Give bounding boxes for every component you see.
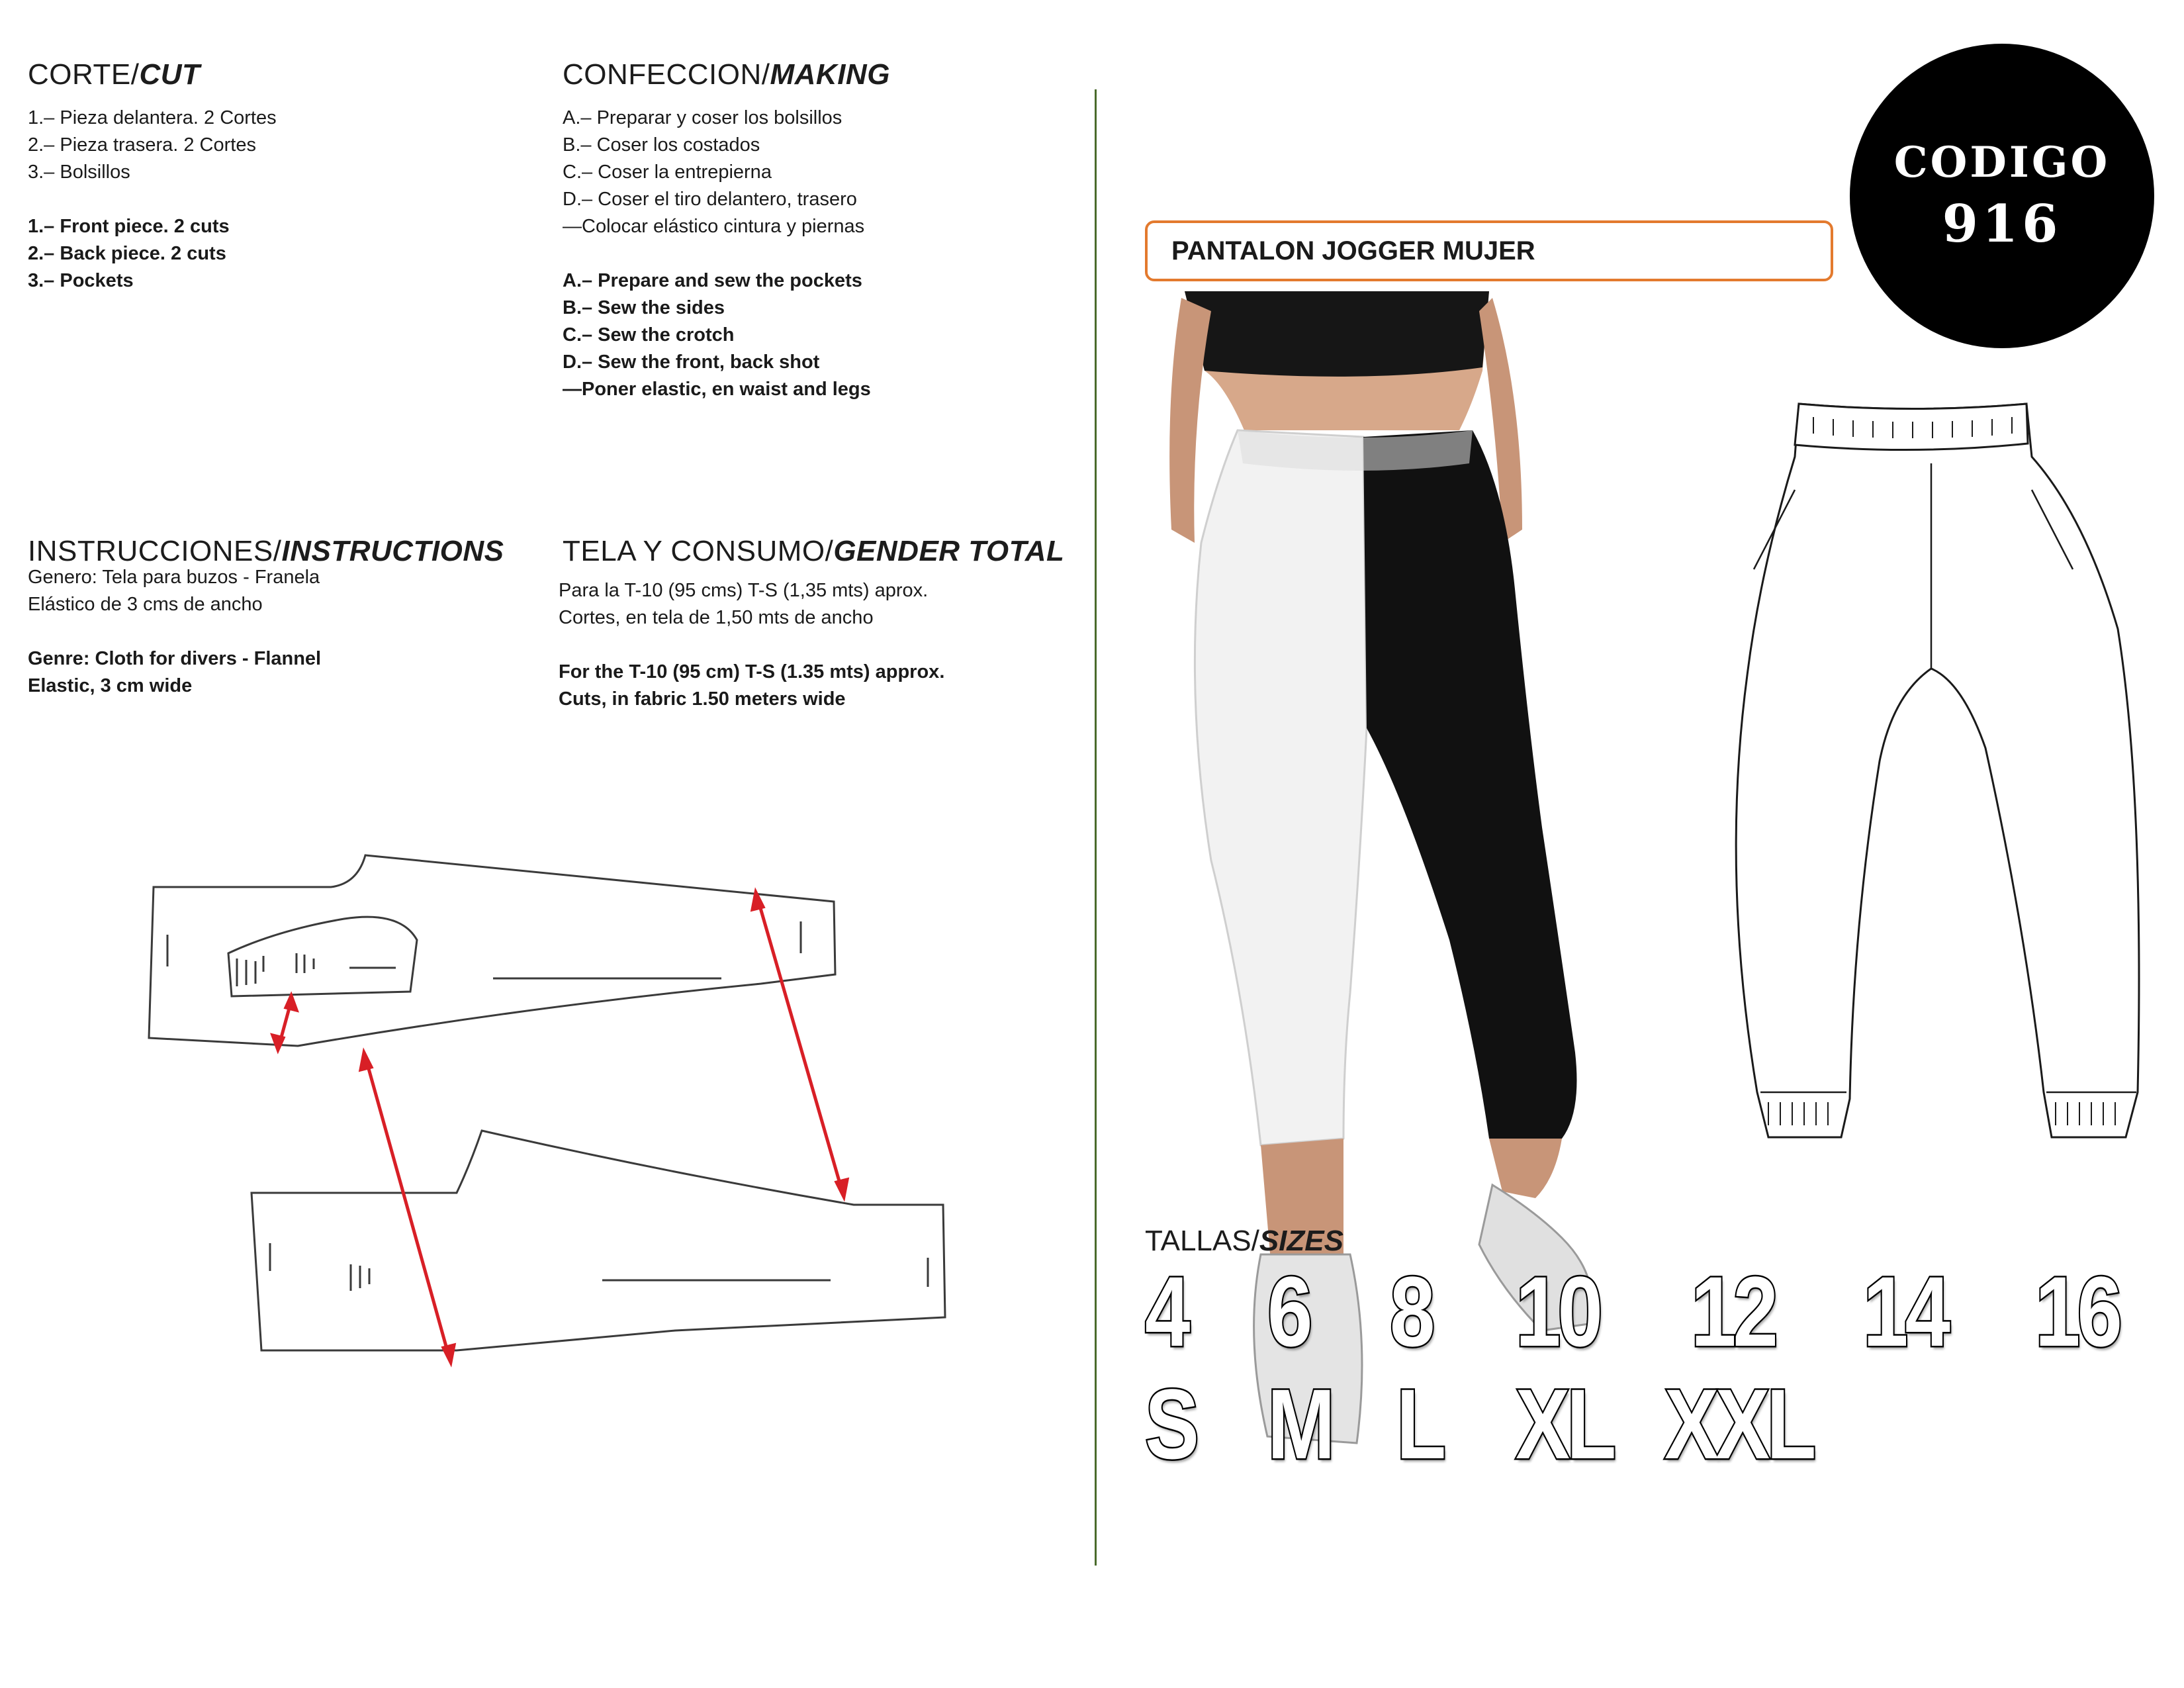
- product-title: PANTALON JOGGER MUJER: [1171, 236, 1535, 265]
- size-8: 8: [1390, 1256, 1432, 1367]
- size-6: 6: [1267, 1256, 1310, 1367]
- back-piece: [251, 1131, 945, 1350]
- making-line-en-4: D.– Sew the front, back shot: [563, 352, 820, 373]
- cut-line-en-3: 3.– Pockets: [28, 270, 134, 291]
- fabric-line-es-1: Para la T-10 (95 cms) T-S (1,35 mts) aprox.: [559, 580, 929, 601]
- code-number: 916: [1942, 194, 2062, 254]
- cut-line-en-2: 2.– Back piece. 2 cuts: [28, 243, 226, 264]
- fabric-heading: TELA Y CONSUMO/GENDER TOTAL: [563, 535, 1065, 567]
- size-xxl: XXL: [1664, 1368, 1813, 1479]
- making-line-es-3: C.– Coser la entrepierna: [563, 162, 772, 183]
- cut-line-es-3: 3.– Bolsillos: [28, 162, 130, 183]
- size-14: 14: [1863, 1256, 1947, 1367]
- making-line-es-1: A.– Preparar y coser los bolsillos: [563, 107, 842, 128]
- fabric-text: [559, 577, 944, 713]
- cut-line-en-1: 1.– Front piece. 2 cuts: [28, 216, 230, 237]
- instructions-line-es-2: Elástico de 3 cms de ancho: [28, 594, 263, 615]
- size-4: 4: [1145, 1256, 1187, 1367]
- size-12: 12: [1691, 1256, 1775, 1367]
- instructions-line-es-1: Genero: Tela para buzos - Franela: [28, 567, 320, 588]
- jogger-flat-sketch: [1721, 371, 2118, 1192]
- cut-instructions: [28, 105, 277, 295]
- making-line-es-4: D.– Coser el tiro delantero, trasero: [563, 189, 857, 210]
- making-line-en-1: A.– Prepare and sew the pockets: [563, 270, 862, 291]
- front-piece: [149, 855, 835, 1046]
- making-line-en-3: C.– Sew the crotch: [563, 324, 735, 346]
- making-line-es-5: —Colocar elástico cintura y piernas: [563, 216, 865, 237]
- making-line-es-2: B.– Coser los costados: [563, 134, 760, 156]
- size-m: M: [1267, 1368, 1332, 1479]
- fabric-line-en-2: Cuts, in fabric 1.50 meters wide: [559, 688, 846, 710]
- fabric-line-es-2: Cortes, en tela de 1,50 mts de ancho: [559, 607, 874, 628]
- size-10: 10: [1516, 1256, 1600, 1367]
- size-s: S: [1145, 1368, 1197, 1479]
- instructions-text: [28, 564, 321, 700]
- instructions-heading: INSTRUCCIONES/INSTRUCTIONS: [28, 535, 504, 567]
- pattern-pieces-diagram: [0, 827, 993, 1357]
- sizes-label: TALLAS/SIZES: [1145, 1225, 1343, 1257]
- product-title-box: [1145, 220, 1833, 281]
- making-instructions: [563, 105, 871, 403]
- size-l: L: [1396, 1368, 1443, 1479]
- instructions-line-en-1: Genre: Cloth for divers - Flannel: [28, 648, 322, 669]
- pocket-piece: [228, 917, 417, 996]
- size-16: 16: [2035, 1256, 2119, 1367]
- cut-heading: CORTE/CUT: [28, 58, 201, 91]
- making-line-en-5: —Poner elastic, en waist and legs: [563, 379, 871, 400]
- making-line-en-2: B.– Sew the sides: [563, 297, 725, 318]
- cut-line-es-1: 1.– Pieza delantera. 2 Cortes: [28, 107, 277, 128]
- vertical-divider: [1095, 89, 1097, 1566]
- fabric-line-en-1: For the T-10 (95 cm) T-S (1.35 mts) approx.: [559, 661, 945, 682]
- instructions-line-en-2: Elastic, 3 cm wide: [28, 675, 193, 696]
- code-label: CODIGO: [1893, 138, 2111, 187]
- size-xl: XL: [1516, 1368, 1614, 1479]
- cut-line-es-2: 2.– Pieza trasera. 2 Cortes: [28, 134, 256, 156]
- making-heading: CONFECCION/MAKING: [563, 58, 890, 91]
- code-badge: [1850, 44, 2154, 348]
- red-arrow-2: [366, 1059, 449, 1356]
